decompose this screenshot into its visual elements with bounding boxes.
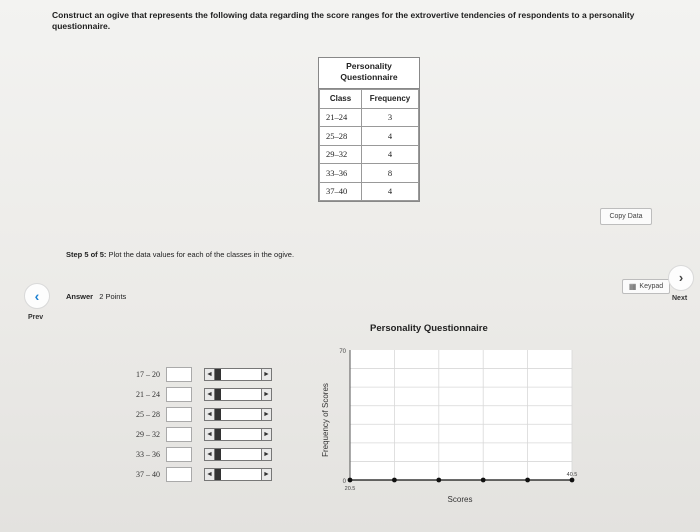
frequency-cell: 8 — [362, 164, 419, 183]
table-row — [320, 127, 419, 146]
slider-track[interactable] — [221, 369, 261, 380]
slider-right-arrow-icon[interactable]: ► — [261, 409, 271, 420]
class-cell: 33–36 — [320, 164, 362, 183]
table-row — [320, 108, 419, 127]
ogive-input-row — [118, 464, 272, 484]
answer-points: 2 Points — [99, 292, 127, 301]
step-text: Plot the data values for each of the classes in the ogive. — [108, 250, 295, 259]
slider-right-arrow-icon[interactable]: ► — [261, 369, 271, 380]
table-row — [320, 145, 419, 164]
cumulative-frequency-input[interactable] — [166, 447, 192, 462]
keypad-icon: ▦ — [628, 282, 637, 291]
class-cell: 21–24 — [320, 108, 362, 127]
slider-track[interactable] — [221, 389, 261, 400]
class-range-label: 21 – 24 — [136, 389, 160, 399]
cumulative-frequency-input[interactable] — [166, 467, 192, 482]
question-text: Construct an ogive that represents the following data regarding the score ranges for the extrovertive tendencies of respondents to a personality questionnaire. — [52, 10, 635, 31]
ogive-point[interactable] — [481, 478, 486, 483]
ogive-point[interactable] — [436, 478, 441, 483]
keypad-button[interactable] — [622, 279, 670, 294]
slider-track[interactable] — [221, 469, 261, 480]
ogive-point[interactable] — [570, 478, 575, 483]
y-tick-label: 0 — [342, 479, 346, 485]
frequency-cell: 4 — [362, 145, 419, 164]
slider-left-arrow-icon[interactable]: ◄ — [205, 469, 215, 480]
slider-left-arrow-icon[interactable]: ◄ — [205, 429, 215, 440]
frequency-header: Frequency — [362, 90, 419, 109]
table-row — [320, 182, 419, 201]
answer-header — [66, 292, 126, 301]
answer-label: Answer — [66, 292, 94, 301]
ogive-input-row — [118, 404, 272, 424]
y-axis-label: Frequency of Scores — [321, 383, 330, 457]
slider-right-arrow-icon[interactable]: ► — [261, 429, 271, 440]
next-arrow-icon[interactable]: › — [668, 265, 694, 291]
class-cell: 37–40 — [320, 182, 362, 201]
value-slider[interactable] — [204, 468, 272, 481]
copy-data-button[interactable]: Copy Data — [600, 208, 652, 225]
value-slider[interactable] — [204, 428, 272, 441]
frequency-cell: 3 — [362, 108, 419, 127]
class-range-label: 25 – 28 — [136, 409, 160, 419]
prev-arrow-icon[interactable]: ‹ — [24, 283, 50, 309]
cumulative-frequency-input[interactable] — [166, 367, 192, 382]
class-range-label: 29 – 32 — [136, 429, 160, 439]
chart-grid — [350, 350, 572, 480]
data-table — [318, 57, 420, 202]
x-tick-label: 40.5 — [566, 472, 578, 478]
slider-right-arrow-icon[interactable]: ► — [261, 469, 271, 480]
step-number: Step 5 of 5: — [66, 250, 107, 259]
slider-track[interactable] — [221, 449, 261, 460]
ogive-input-row — [118, 444, 272, 464]
slider-left-arrow-icon[interactable]: ◄ — [205, 369, 215, 380]
next-button[interactable]: Next — [672, 295, 688, 302]
value-slider[interactable] — [204, 388, 272, 401]
ogive-input-panel — [118, 364, 272, 484]
x-tick-label: 20.5 — [344, 486, 356, 492]
frequency-cell: 4 — [362, 182, 419, 201]
chart-title: Personality Questionnaire — [370, 323, 488, 334]
ogive-input-row — [118, 364, 272, 384]
slider-track[interactable] — [221, 409, 261, 420]
cumulative-frequency-input[interactable] — [166, 427, 192, 442]
slider-right-arrow-icon[interactable]: ► — [261, 449, 271, 460]
cumulative-frequency-input[interactable] — [166, 387, 192, 402]
class-range-label: 37 – 40 — [136, 469, 160, 479]
keypad-label: Keypad — [639, 283, 664, 290]
value-slider[interactable] — [204, 368, 272, 381]
slider-track[interactable] — [221, 429, 261, 440]
ogive-point[interactable] — [392, 478, 397, 483]
class-header: Class — [320, 90, 362, 109]
slider-left-arrow-icon[interactable]: ◄ — [205, 449, 215, 460]
table-row — [320, 164, 419, 183]
data-table-caption: Personality Questionnaire — [319, 58, 419, 89]
step-instruction — [66, 250, 294, 259]
value-slider[interactable] — [204, 448, 272, 461]
slider-left-arrow-icon[interactable]: ◄ — [205, 389, 215, 400]
class-cell: 29–32 — [320, 145, 362, 164]
class-cell: 25–28 — [320, 127, 362, 146]
ogive-point[interactable] — [525, 478, 530, 483]
x-axis-label: Scores — [447, 495, 473, 504]
plot-area[interactable] — [350, 350, 572, 480]
class-range-label: 17 – 20 — [136, 369, 160, 379]
value-slider[interactable] — [204, 408, 272, 421]
ogive-point[interactable] — [348, 478, 353, 483]
y-tick-label: 70 — [339, 349, 346, 355]
prev-button[interactable]: Prev — [28, 314, 44, 321]
class-range-label: 33 – 36 — [136, 449, 160, 459]
slider-right-arrow-icon[interactable]: ► — [261, 389, 271, 400]
ogive-chart[interactable] — [310, 340, 610, 520]
ogive-input-row — [118, 384, 272, 404]
cumulative-frequency-input[interactable] — [166, 407, 192, 422]
frequency-cell: 4 — [362, 127, 419, 146]
slider-left-arrow-icon[interactable]: ◄ — [205, 409, 215, 420]
ogive-input-row — [118, 424, 272, 444]
